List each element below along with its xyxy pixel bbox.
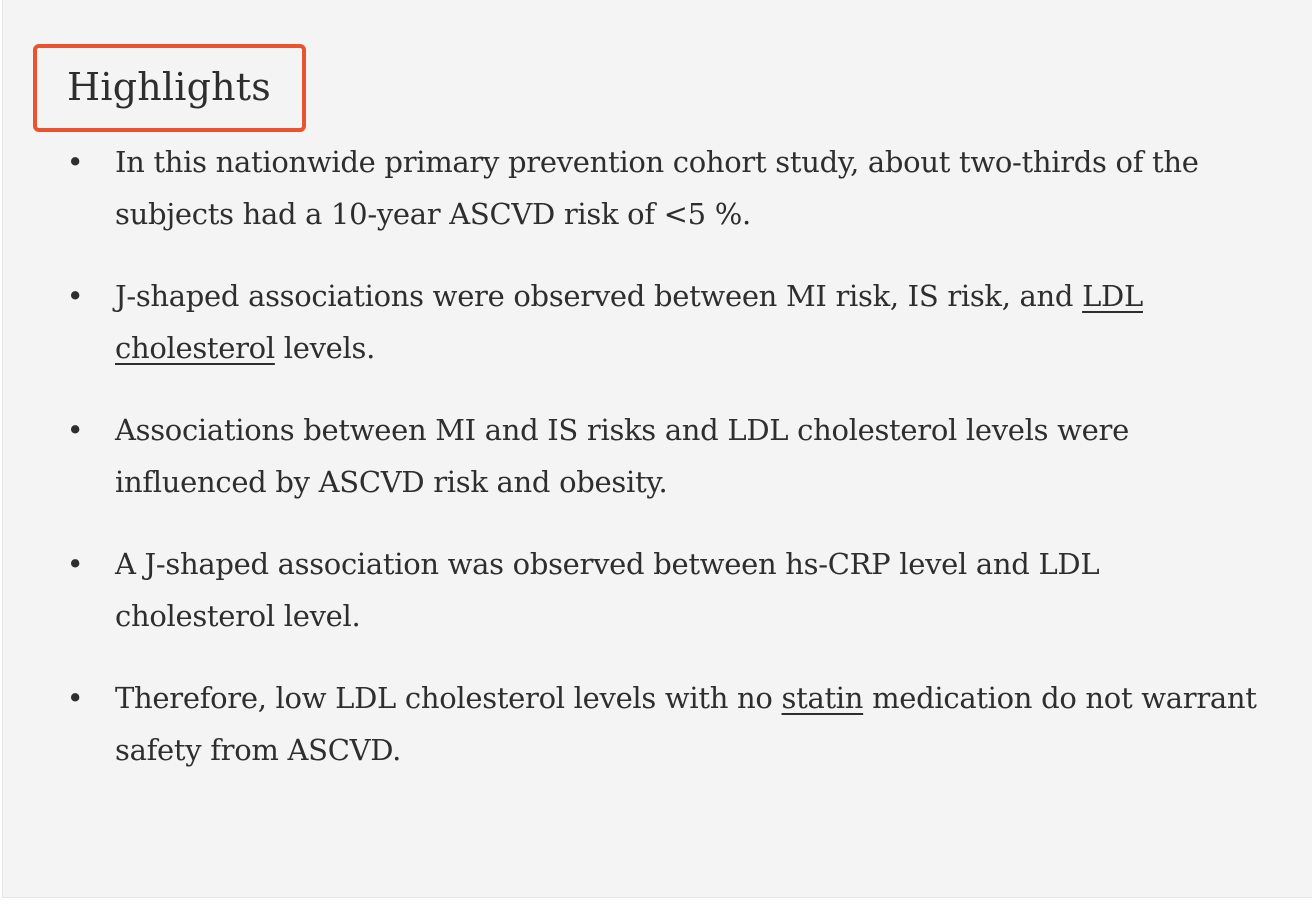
list-item [65, 136, 1265, 240]
item-text: J-shaped associations were observed between MI risk, IS risk, and [115, 279, 1083, 313]
list-item [65, 672, 1265, 776]
item-text-after: medication do not warrant safety from ASCVD. [115, 681, 1257, 767]
bullet-icon: • [66, 279, 84, 313]
list-item [65, 538, 1265, 642]
highlights-list [65, 136, 1265, 806]
item-text: In this nationwide primary prevention cohort study, about two-thirds of the subjects had a 10-year ASCVD risk of <5 %. [115, 145, 1199, 231]
list-item [65, 270, 1265, 374]
highlights-heading: Highlights [67, 65, 271, 109]
item-text: Therefore, low LDL cholesterol levels with no [115, 681, 782, 715]
highlights-panel [2, 0, 1312, 898]
item-text-after: levels. [274, 331, 375, 365]
bullet-icon: • [66, 681, 84, 715]
bullet-icon: • [66, 547, 84, 581]
item-text: Associations between MI and IS risks and LDL cholesterol levels were influenced by ASCVD risk and obesity. [115, 413, 1129, 499]
item-text: A J-shaped association was observed between hs-CRP level and LDL cholesterol level. [115, 547, 1100, 633]
list-item [65, 404, 1265, 508]
bullet-icon: • [66, 413, 84, 447]
bullet-icon: • [66, 145, 84, 179]
ldl-cholesterol-link[interactable]: LDL cholesterol [115, 279, 1143, 365]
statin-link[interactable]: statin [781, 681, 864, 715]
